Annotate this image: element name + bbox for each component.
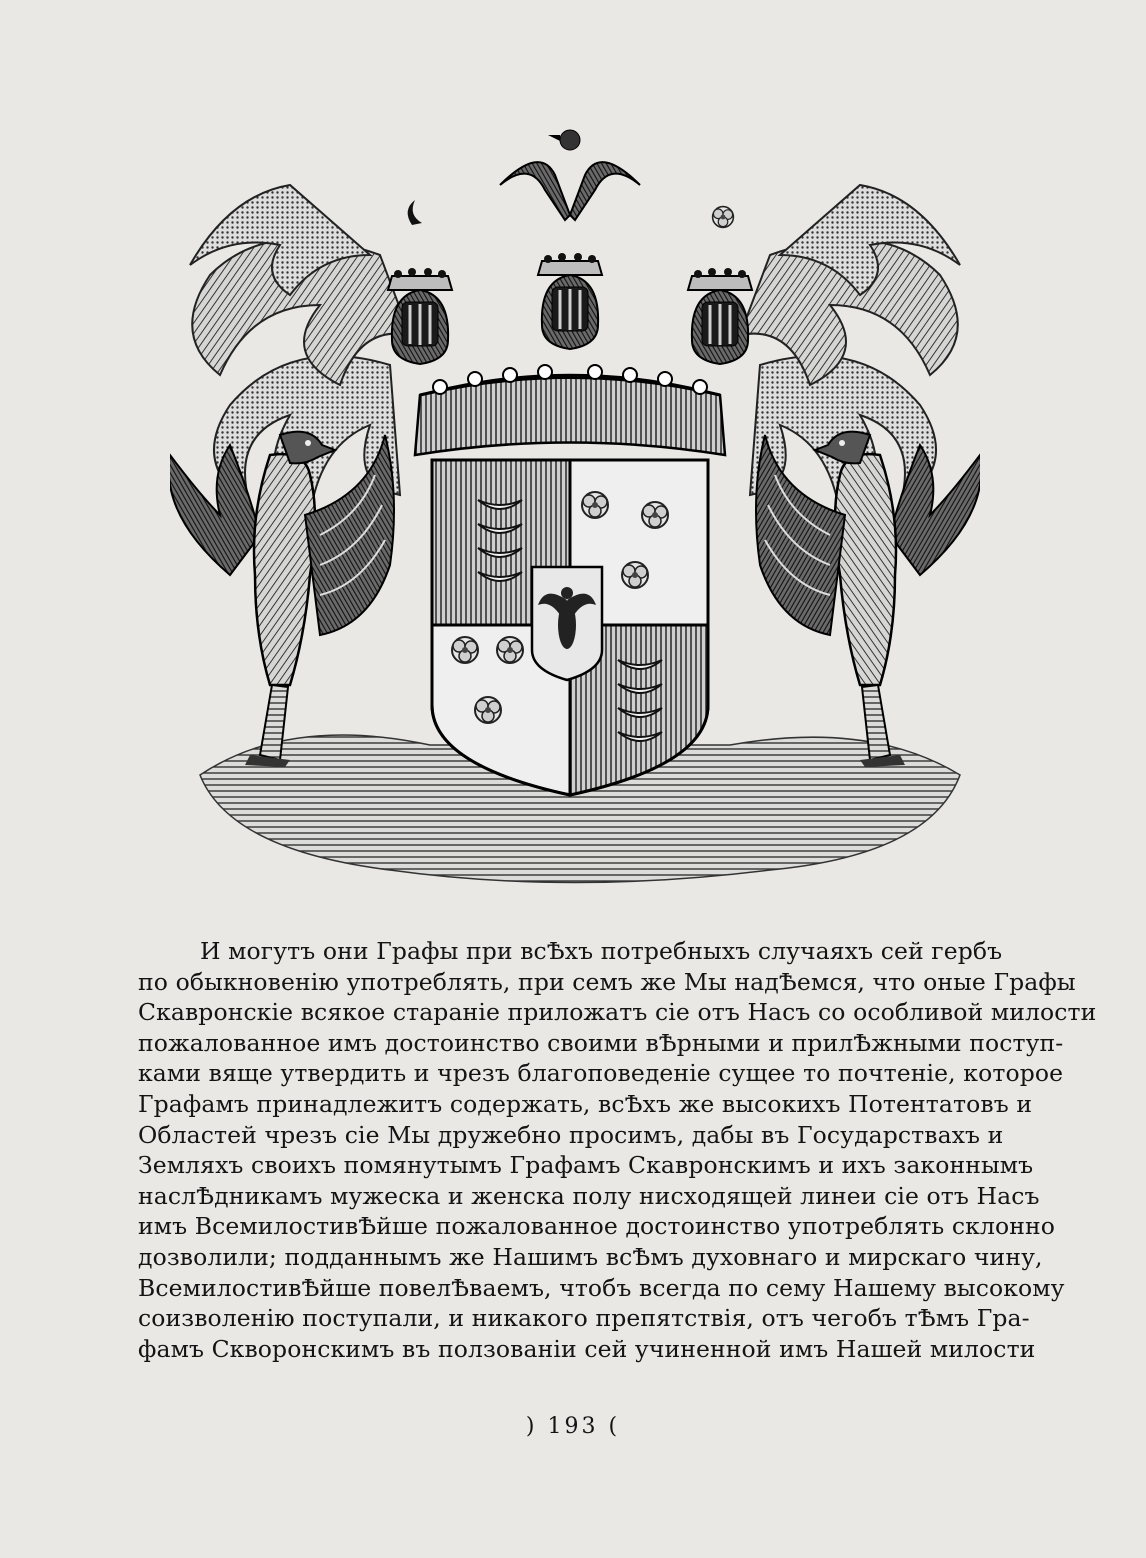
text-line: пожалованное имъ достоинство своими вѢрными и прилѢжными поступ- <box>138 1028 1064 1057</box>
text-line: по обыкновенію употреблять, при семъ же Мы надѢемся, что оные Графы <box>138 967 1076 996</box>
text-line: И могутъ они Графы при всѢхъ потребныхъ случаяхъ сей гербъ <box>200 937 1003 965</box>
text-line: наслѢдникамъ мужеска и женска полу нисходящей линеи сіе отъ Насъ <box>138 1181 1040 1210</box>
text-line: ками вяще утвердить и чрезъ благоповеденіе сущее то почтеніе, которое <box>138 1059 1064 1088</box>
text-line: дозволили; подданнымъ же Нашимъ всѢмъ духовнаго и мирскаго чину, <box>138 1242 1043 1271</box>
body-text <box>138 936 1097 1364</box>
coat-of-arms-engraving <box>170 105 980 890</box>
page-number: ) 193 ( <box>525 1414 621 1439</box>
text-line: соизволенію поступали, и никакого препятствія, отъ чегобъ тѢмъ Гра- <box>138 1304 1030 1333</box>
text-line: Земляхъ своихъ помянутымъ Графамъ Скавронскимъ и ихъ законнымъ <box>138 1151 1034 1180</box>
text-line: фамъ Скворонскимъ въ ползованіи сей учиненной имъ Нашей милости <box>138 1334 1036 1363</box>
text-line: Скавронскіе всякое стараніе приложатъ сіе отъ Насъ со особливой милости <box>138 998 1097 1027</box>
text-line: Областей чрезъ сіе Мы дружебно просимъ, дабы въ Государствахъ и <box>138 1120 1004 1149</box>
text-line: ВсемилостивѢйше повелѢваемъ, чтобъ всегда по сему Нашему высокому <box>138 1273 1065 1302</box>
text-line: Графамъ принадлежитъ содержать, всѢхъ же высокихъ Потентатовъ и <box>138 1089 1033 1118</box>
text-line: имъ ВсемилостивѢйше пожалованное достоинство употреблять склонно <box>138 1212 1055 1241</box>
